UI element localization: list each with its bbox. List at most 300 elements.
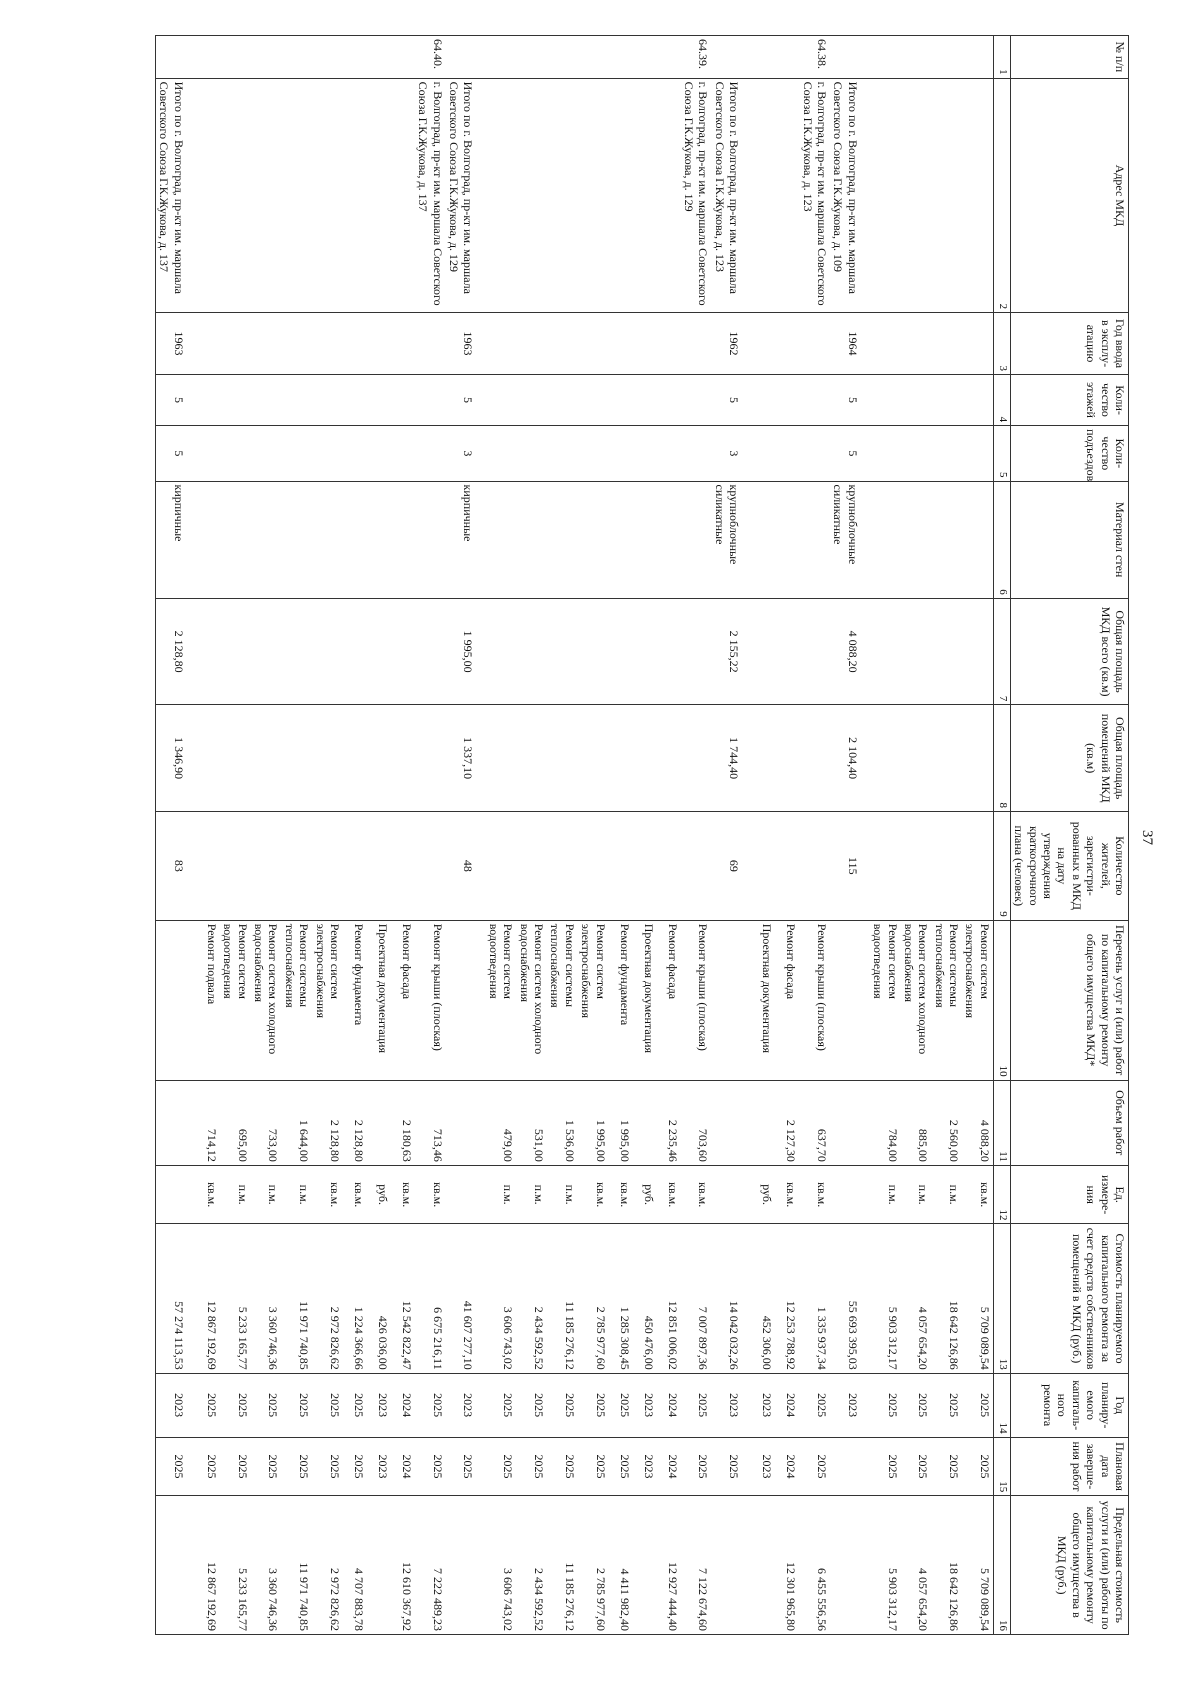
table-cell (657, 78, 681, 313)
table-cell (251, 78, 282, 313)
table-cell (751, 313, 775, 375)
table-cell (711, 1080, 751, 1165)
table-cell (657, 426, 681, 481)
table-cell (196, 481, 220, 598)
table-cell: 2025 (196, 1373, 220, 1437)
header-row (1010, 36, 1128, 1635)
table-cell: 12 867 192,69 (196, 1496, 220, 1635)
table-cell (751, 1496, 775, 1635)
column-number: 3 (993, 313, 1010, 375)
table-cell (196, 811, 220, 920)
table-cell: 4 411 982,40 (609, 1496, 633, 1635)
table-cell: 2025 (415, 1373, 446, 1437)
table-cell (391, 598, 415, 705)
table-cell: Ремонт системы теплоснабжения (931, 920, 962, 1080)
table-cell: Итого по г. Волгоград, пр-кт им. маршала Советского Союза Г.К.Жукова, д. 109 (830, 78, 870, 313)
table-cell: 1 335 937,34 (799, 1224, 830, 1373)
table-cell: 2024 (657, 1437, 681, 1496)
table-cell: 6 675 216,11 (415, 1224, 446, 1373)
table-cell: 713,46 (415, 1080, 446, 1165)
table-cell: Ремонт фасада (657, 920, 681, 1080)
table-cell: Ремонт систем водоотведения (486, 920, 517, 1080)
column-number: 11 (993, 1080, 1010, 1165)
table-cell: 2025 (962, 1437, 993, 1496)
table-cell: крупноблочные силикатные (830, 481, 870, 598)
table-cell (312, 426, 343, 481)
table-cell (901, 481, 932, 598)
table-cell: 2024 (775, 1437, 799, 1496)
table-cell (516, 78, 547, 313)
table-cell: 18 642 126,86 (931, 1224, 962, 1373)
table-cell (870, 313, 901, 375)
table-cell: Проектная документация (633, 920, 657, 1080)
table-cell: 12 253 788,92 (775, 1224, 799, 1373)
table-cell: 2025 (681, 1437, 712, 1496)
table-cell (901, 598, 932, 705)
table-row (516, 36, 547, 1635)
table-cell: 1962 (711, 313, 751, 375)
table-cell: 1 644,00 (281, 1080, 312, 1165)
table-cell (633, 36, 657, 79)
table-cell: 2025 (901, 1437, 932, 1496)
table-cell: 2025 (251, 1373, 282, 1437)
table-cell (962, 811, 993, 920)
table-cell (830, 36, 870, 79)
table-cell (870, 705, 901, 812)
column-header: Плановая дата заверше-ния работ (1010, 1437, 1128, 1496)
table-cell (578, 481, 609, 598)
table-row (578, 36, 609, 1635)
table-cell: п.м. (516, 1165, 547, 1224)
table-cell (367, 374, 391, 425)
table-cell: 2025 (547, 1373, 578, 1437)
table-cell (775, 313, 799, 375)
table-cell: 3 (711, 426, 751, 481)
table-cell (681, 598, 712, 705)
table-cell: 2025 (446, 1437, 486, 1496)
table-cell: 426 036,00 (367, 1224, 391, 1373)
table-cell: 3 360 746,36 (251, 1224, 282, 1373)
table-cell: 11 185 276,12 (547, 1224, 578, 1373)
table-row (633, 36, 657, 1635)
table-cell: 5 233 165,77 (220, 1224, 251, 1373)
column-number: 7 (993, 598, 1010, 705)
table-row (415, 36, 446, 1635)
table-cell: 7 122 674,60 (681, 1496, 712, 1635)
table-cell (415, 374, 446, 425)
table-cell: 714,12 (196, 1080, 220, 1165)
table-cell: г. Волгоград, пр-кт им. маршала Советского Союза Г.К.Жукова, д. 137 (415, 78, 446, 313)
table-row (446, 36, 486, 1635)
table-cell: 2025 (281, 1373, 312, 1437)
table-cell (367, 481, 391, 598)
table-cell (681, 313, 712, 375)
column-header: Предельная стоимость услуги и (или) работы по капитальному ремонту общего имущества в МКД (руб.) (1010, 1496, 1128, 1635)
table-cell (931, 374, 962, 425)
table-cell: 2025 (578, 1437, 609, 1496)
table-cell: 55 693 395,03 (830, 1224, 870, 1373)
table-cell (156, 920, 196, 1080)
table-cell (681, 374, 712, 425)
table-cell: 1 536,00 (547, 1080, 578, 1165)
table-cell (657, 811, 681, 920)
table-cell: 2 785 977,60 (578, 1224, 609, 1373)
table-cell (775, 374, 799, 425)
table-cell: 5 (446, 374, 486, 425)
table-cell (391, 36, 415, 79)
table-cell (367, 705, 391, 812)
table-cell (415, 598, 446, 705)
table-cell (547, 811, 578, 920)
table-cell (931, 598, 962, 705)
table-cell: 2025 (312, 1437, 343, 1496)
table-cell (711, 920, 751, 1080)
table-cell (775, 426, 799, 481)
table-body (156, 36, 994, 1635)
table-cell: 703,60 (681, 1080, 712, 1165)
table-cell: кв.м. (343, 1165, 367, 1224)
table-cell: 2024 (657, 1373, 681, 1437)
table-cell: г. Волгоград, пр-кт им. маршала Советского Союза Г.К.Жукова, д. 123 (799, 78, 830, 313)
table-cell: 14 042 032,26 (711, 1224, 751, 1373)
table-cell (775, 78, 799, 313)
table-cell: 2025 (251, 1437, 282, 1496)
table-cell (775, 36, 799, 79)
table-cell: 2025 (220, 1373, 251, 1437)
table-cell (196, 36, 220, 79)
table-cell (156, 36, 196, 79)
table-cell (486, 481, 517, 598)
table-cell (609, 36, 633, 79)
table-cell (901, 36, 932, 79)
column-header: Адрес МКД (1010, 78, 1128, 313)
table-cell (633, 811, 657, 920)
table-cell: кв.м. (578, 1165, 609, 1224)
table-cell: 7 222 489,23 (415, 1496, 446, 1635)
table-cell (516, 481, 547, 598)
table-cell: 2 128,80 (156, 598, 196, 705)
table-cell (962, 481, 993, 598)
column-header: Перечень услуг и (или) работ по капитальному ремонту общего имущества МКД* (1010, 920, 1128, 1080)
table-cell (343, 36, 367, 79)
table-cell: 733,00 (251, 1080, 282, 1165)
table-cell: Ремонт систем холодного водоснабжения (901, 920, 932, 1080)
column-number: 13 (993, 1224, 1010, 1373)
table-cell: 2 128,80 (312, 1080, 343, 1165)
table-cell (281, 598, 312, 705)
table-cell: г. Волгоград, пр-кт им. маршала Советского Союза Г.К.Жукова, д. 129 (681, 78, 712, 313)
table-cell: кв.м. (681, 1165, 712, 1224)
column-number: 6 (993, 481, 1010, 598)
table-cell: Ремонт подвала (196, 920, 220, 1080)
column-number-row (993, 36, 1010, 1635)
column-number: 2 (993, 78, 1010, 313)
table-cell (799, 705, 830, 812)
table-cell: 2023 (751, 1373, 775, 1437)
table-cell (312, 598, 343, 705)
table-cell: Итого по г. Волгоград, пр-кт им. маршала Советского Союза Г.К.Жукова, д. 137 (156, 78, 196, 313)
table-cell: 4 707 883,78 (343, 1496, 367, 1635)
table-row (870, 36, 901, 1635)
table-cell: 2024 (391, 1373, 415, 1437)
table-row (547, 36, 578, 1635)
table-row (220, 36, 251, 1635)
table-cell (870, 78, 901, 313)
table-cell (156, 1165, 196, 1224)
table-cell: п.м. (220, 1165, 251, 1224)
table-cell: 2024 (775, 1373, 799, 1437)
table-cell: 5 (711, 374, 751, 425)
table-header (993, 36, 1128, 1635)
table-cell: Ремонт систем холодного водоснабжения (516, 920, 547, 1080)
table-cell (751, 1080, 775, 1165)
table-cell (446, 1165, 486, 1224)
table-cell: 57 274 113,53 (156, 1224, 196, 1373)
table-cell: 1963 (446, 313, 486, 375)
table-cell: 4 057 654,20 (901, 1224, 932, 1373)
table-cell (367, 811, 391, 920)
table-cell: кв.м. (312, 1165, 343, 1224)
table-cell (156, 1496, 196, 1635)
table-cell: 4 088,20 (962, 1080, 993, 1165)
table-cell (281, 811, 312, 920)
table-cell: кв.м. (196, 1165, 220, 1224)
table-cell (415, 313, 446, 375)
table-cell: 450 476,00 (633, 1224, 657, 1373)
table-cell (446, 36, 486, 79)
table-cell (367, 313, 391, 375)
table-cell: 885,00 (901, 1080, 932, 1165)
table-cell: 1 995,00 (578, 1080, 609, 1165)
table-row (281, 36, 312, 1635)
table-cell (281, 374, 312, 425)
table-cell (415, 705, 446, 812)
table-cell: 5 709 089,54 (962, 1224, 993, 1373)
table-cell (657, 36, 681, 79)
column-header: Стоимость планируемого капитального ремонта за счет средств собственников помещений в МКД (руб.) (1010, 1224, 1128, 1373)
table-cell (775, 705, 799, 812)
table-cell (251, 598, 282, 705)
table-cell (799, 426, 830, 481)
table-cell (312, 36, 343, 79)
table-cell (931, 426, 962, 481)
table-cell (251, 313, 282, 375)
table-cell (609, 374, 633, 425)
table-cell: п.м. (547, 1165, 578, 1224)
table-cell: 531,00 (516, 1080, 547, 1165)
column-header: Коли-чество этажей (1010, 374, 1128, 425)
table-cell (343, 78, 367, 313)
column-number: 4 (993, 374, 1010, 425)
table-cell (609, 426, 633, 481)
table-cell (367, 1080, 391, 1165)
table-cell: Ремонт систем электроснабжения (578, 920, 609, 1080)
table-cell (281, 481, 312, 598)
table-cell (799, 313, 830, 375)
table-cell (931, 705, 962, 812)
table-cell: 115 (830, 811, 870, 920)
column-number: 14 (993, 1373, 1010, 1437)
table-cell (633, 426, 657, 481)
table-cell (830, 1496, 870, 1635)
table-cell (578, 811, 609, 920)
table-cell: 2023 (711, 1373, 751, 1437)
table-cell (486, 374, 517, 425)
table-cell: п.м. (931, 1165, 962, 1224)
table-cell: 1964 (830, 313, 870, 375)
table-cell: 2025 (870, 1373, 901, 1437)
table-cell (196, 705, 220, 812)
table-cell (657, 313, 681, 375)
column-number: 15 (993, 1437, 1010, 1496)
rotated-document-page (50, 35, 1155, 1635)
table-cell (281, 78, 312, 313)
table-cell (516, 426, 547, 481)
table-cell (578, 78, 609, 313)
table-cell (343, 705, 367, 812)
table-cell: 695,00 (220, 1080, 251, 1165)
table-cell: 1 337,10 (446, 705, 486, 812)
table-row (681, 36, 712, 1635)
table-cell (901, 313, 932, 375)
table-cell (633, 1080, 657, 1165)
table-cell (657, 705, 681, 812)
table-cell: 784,00 (870, 1080, 901, 1165)
table-cell (367, 1496, 391, 1635)
table-cell (633, 1496, 657, 1635)
table-cell (609, 481, 633, 598)
table-cell (931, 481, 962, 598)
table-cell: 1 285 308,45 (609, 1224, 633, 1373)
table-cell (516, 811, 547, 920)
table-row (156, 36, 196, 1635)
table-cell: 11 971 740,85 (281, 1496, 312, 1635)
table-cell (633, 374, 657, 425)
table-cell: 2 235,46 (657, 1080, 681, 1165)
table-cell (547, 426, 578, 481)
table-row (251, 36, 282, 1635)
table-cell: 479,00 (486, 1080, 517, 1165)
table-cell (870, 481, 901, 598)
table-cell (516, 598, 547, 705)
table-row (901, 36, 932, 1635)
table-cell: руб. (633, 1165, 657, 1224)
table-cell (962, 78, 993, 313)
table-cell: Ремонт систем электроснабжения (962, 920, 993, 1080)
table-row (751, 36, 775, 1635)
table-cell: 2 434 592,52 (516, 1224, 547, 1373)
table-cell: 2025 (343, 1373, 367, 1437)
table-cell (578, 426, 609, 481)
table-cell (391, 374, 415, 425)
table-cell: 2025 (156, 1437, 196, 1496)
table-cell (830, 1165, 870, 1224)
table-cell (391, 313, 415, 375)
table-cell (633, 705, 657, 812)
table-cell: 2 972 826,62 (312, 1224, 343, 1373)
table-cell (251, 811, 282, 920)
table-cell (343, 426, 367, 481)
column-header: Ед. измере-ния (1010, 1165, 1128, 1224)
table-cell: 3 606 743,02 (486, 1224, 517, 1373)
table-cell (578, 374, 609, 425)
table-cell: 2025 (486, 1437, 517, 1496)
table-cell (962, 705, 993, 812)
table-cell: Ремонт системы теплоснабжения (281, 920, 312, 1080)
table-cell (312, 811, 343, 920)
table-cell: п.м. (870, 1165, 901, 1224)
table-cell (281, 705, 312, 812)
table-cell: 3 (446, 426, 486, 481)
table-cell: 5 903 312,17 (870, 1224, 901, 1373)
table-cell: 2025 (901, 1373, 932, 1437)
table-cell: 69 (711, 811, 751, 920)
table-cell (609, 598, 633, 705)
column-header: Общая площадь помещений МКД (кв.м) (1010, 705, 1128, 812)
table-cell: кирпичные (156, 481, 196, 598)
table-cell: 7 007 897,36 (681, 1224, 712, 1373)
table-cell (751, 598, 775, 705)
table-cell: 2 155,22 (711, 598, 751, 705)
table-cell (220, 811, 251, 920)
table-cell: руб. (367, 1165, 391, 1224)
table-cell (486, 313, 517, 375)
table-cell (251, 705, 282, 812)
table-cell: 2025 (312, 1373, 343, 1437)
table-cell: 2025 (609, 1437, 633, 1496)
table-cell (931, 313, 962, 375)
table-cell (391, 426, 415, 481)
table-cell: руб. (751, 1165, 775, 1224)
table-cell (578, 36, 609, 79)
table-cell (799, 598, 830, 705)
table-cell (962, 374, 993, 425)
table-cell (312, 374, 343, 425)
column-number: 16 (993, 1496, 1010, 1635)
column-number: 1 (993, 36, 1010, 79)
table-cell (751, 374, 775, 425)
table-cell (711, 1496, 751, 1635)
table-cell (830, 1437, 870, 1496)
table-cell (220, 313, 251, 375)
table-cell: 2025 (486, 1373, 517, 1437)
table-cell: 2025 (415, 1437, 446, 1496)
table-cell: 1 346,90 (156, 705, 196, 812)
table-cell (312, 313, 343, 375)
table-cell: кв.м. (799, 1165, 830, 1224)
table-cell: 452 306,00 (751, 1224, 775, 1373)
table-cell: 41 607 277,10 (446, 1224, 486, 1373)
table-cell: 2 128,80 (343, 1080, 367, 1165)
table-cell: 5 (156, 426, 196, 481)
table-cell (367, 78, 391, 313)
table-cell: 2023 (633, 1373, 657, 1437)
table-cell: Итого по г. Волгоград, пр-кт им. маршала Советского Союза Г.К.Жукова, д. 123 (711, 78, 751, 313)
table-cell: 2023 (367, 1373, 391, 1437)
table-cell (486, 426, 517, 481)
table-cell (220, 426, 251, 481)
table-cell (251, 36, 282, 79)
table-cell: 2025 (931, 1373, 962, 1437)
table-cell (870, 36, 901, 79)
table-cell (931, 811, 962, 920)
table-cell (681, 811, 712, 920)
table-cell (343, 598, 367, 705)
table-cell (547, 705, 578, 812)
table-cell: 2025 (681, 1373, 712, 1437)
table-cell (220, 374, 251, 425)
table-cell: 2 434 592,52 (516, 1496, 547, 1635)
